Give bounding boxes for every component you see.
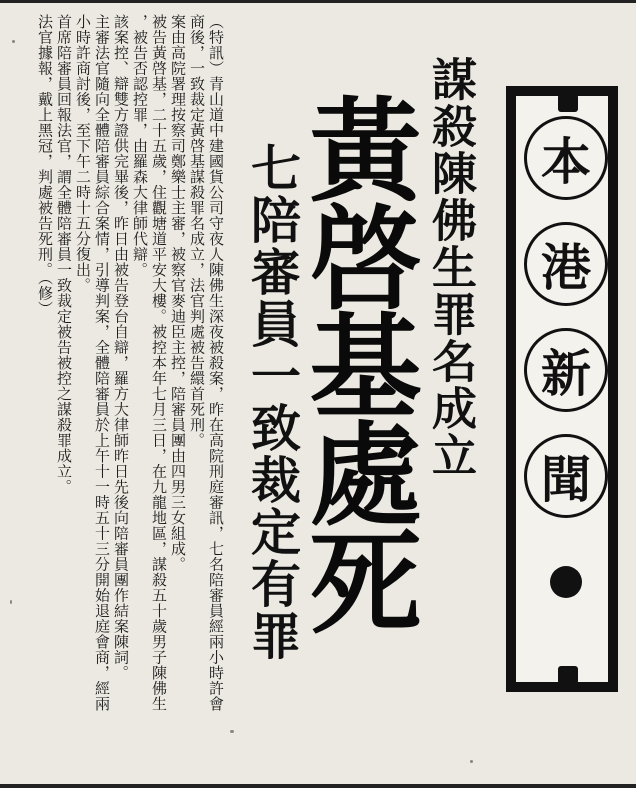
masthead-char-1: 本 bbox=[524, 116, 608, 200]
headline-line-3: 七陪審員一致裁定有罪 bbox=[243, 142, 302, 662]
print-speck bbox=[230, 730, 234, 733]
section-masthead bbox=[506, 86, 618, 692]
article-column-6: 該案控、辯雙方證供完畢後，昨日由被告登台自辯，羅方大律師昨日先後向陪審員團作結案陳詞。 bbox=[112, 14, 130, 681]
article-column-10: 法官據報，戴上黑冠，判處被告死刑。（修） bbox=[36, 14, 54, 317]
masthead-char-2: 港 bbox=[524, 222, 608, 306]
masthead-char-3: 新 bbox=[524, 328, 608, 412]
masthead-bottom-ornament bbox=[558, 666, 578, 684]
masthead-top-ornament bbox=[558, 94, 578, 112]
article-column-9: 首席陪審員回報法官，謂全體陪審員一致裁定被告被控之謀殺罪成立。 bbox=[55, 14, 73, 495]
article-column-3: 案由高院署理按察司鄭樂士主審，被察官麥迪臣主控，陪審員團由四男三女組成。 bbox=[169, 14, 187, 572]
masthead-sun-ornament bbox=[550, 566, 582, 598]
article-column-2: 商後，一致裁定黃啓基謀殺罪名成立，法官判處被告繯首死刑。 bbox=[188, 14, 206, 448]
print-speck bbox=[10, 600, 12, 604]
article-column-8: 小時許商討後，至下午二時十五分復出。 bbox=[74, 14, 92, 293]
article-column-7: 主審法官隨向全體陪審員綜合案情，引導判案，全體陪審員於上午十一時五十三分開始退庭會商，經兩 bbox=[93, 14, 111, 712]
masthead-char-4: 聞 bbox=[524, 434, 608, 518]
bottom-border bbox=[0, 784, 636, 788]
print-speck bbox=[470, 760, 473, 763]
masthead-panel bbox=[516, 96, 608, 682]
article-column-5: ，被告否認控罪，由羅森大律師代辯。 bbox=[131, 14, 149, 278]
top-border bbox=[0, 0, 636, 3]
print-speck bbox=[12, 40, 15, 43]
headline-line-1: 謀殺陳佛生罪名成立 bbox=[424, 56, 477, 479]
headline-main: 黃啓基處死 bbox=[291, 92, 422, 632]
article-column-1: （特訊）青山道中建國貨公司守夜人陳佛生深夜被殺案，昨在高院刑庭審訊，七名陪審員經兩小時許會 bbox=[207, 14, 225, 712]
article-column-4: 被告黃啓基，二十五歲，住觀塘道平安大樓。被控本年七月三日，在九龍地區，謀殺五十歲男子陳佛生 bbox=[150, 14, 168, 712]
